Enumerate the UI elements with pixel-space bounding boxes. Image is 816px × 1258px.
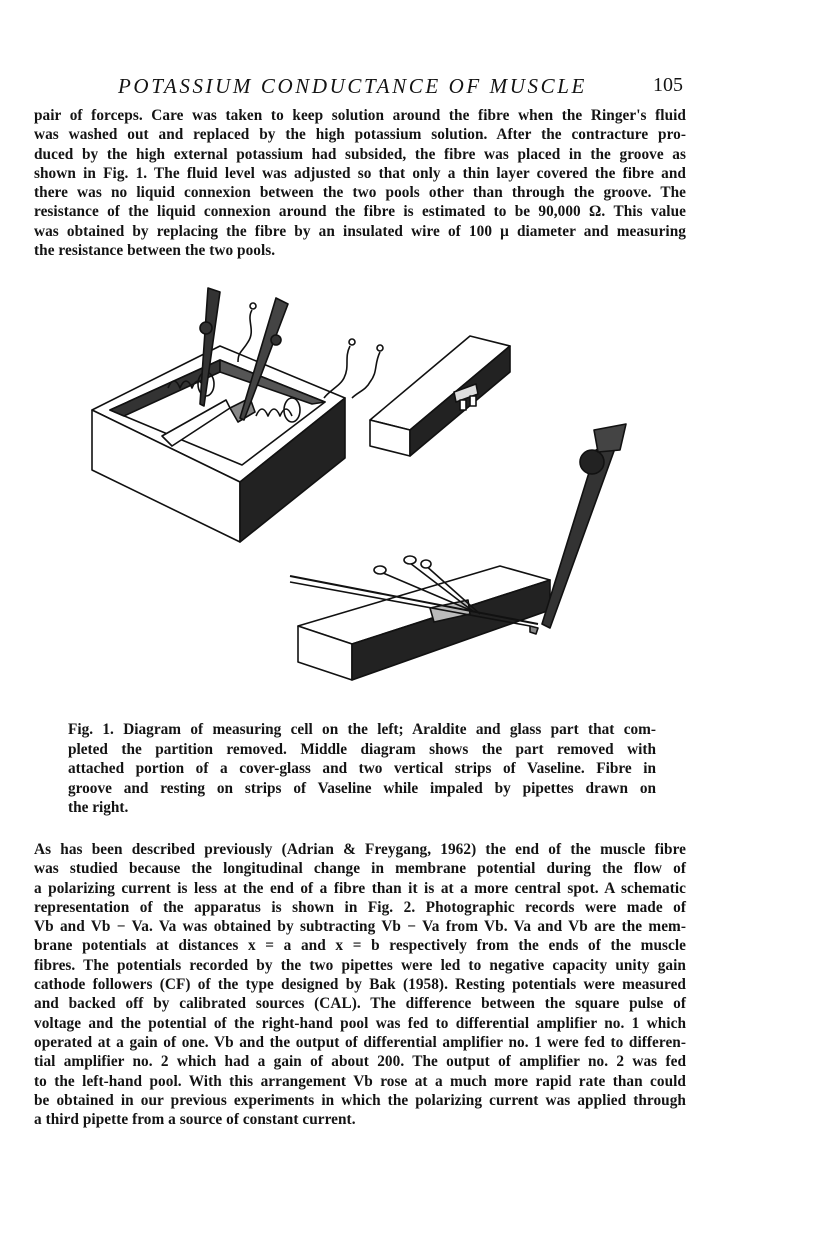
figure-caption [68, 720, 656, 818]
text-line: operated at a gain of one. Vb and the output of differential amplifier no. 1 were fed to differen- [34, 1033, 686, 1051]
text-line: a polarizing current is less at the end of a fibre than it is at a more central spot. A schematic [34, 879, 686, 897]
running-title: POTASSIUM CONDUCTANCE OF MUSCLE [118, 74, 587, 98]
caption-line: pleted the partition removed. Middle diagram shows the part removed with [68, 740, 656, 758]
text-line: was washed out and replaced by the high potassium solution. After the contracture pro- [34, 126, 686, 144]
text-line: representation of the apparatus is shown in Fig. 2. Photographic records were made of [34, 898, 686, 916]
text-line: was obtained by replacing the fibre by an insulated wire of 100 μ diameter and measuring [34, 222, 686, 240]
caption-line: groove and resting on strips of Vaseline while impaled by pipettes drawn on [68, 779, 656, 797]
text-line: and backed off by calibrated sources (CAL). The difference between the square pulse of [34, 995, 686, 1013]
removed-part-drawing [370, 336, 510, 456]
page-number: 105 [653, 74, 683, 96]
text-line: cathode followers (CF) of the type designed by Bak (1958). Resting potentials were measured [34, 976, 686, 994]
caption-line: Fig. 1. Diagram of measuring cell on the left; Araldite and glass part that com- [68, 721, 656, 738]
text-line: voltage and the potential of the right-hand pool was fed to differential amplifier no. 1 which [34, 1014, 686, 1032]
paragraph-1 [34, 106, 686, 260]
text-line: fibres. The potentials recorded by the two pipettes were led to negative capacity unity gain [34, 956, 686, 974]
measuring-cell-drawing [92, 288, 383, 542]
text-line: Vb and Vb − Va. Va was obtained by subtracting Vb − Va from Vb. Va and Vb are the mem- [34, 918, 686, 936]
caption-line: attached portion of a cover-glass and two vertical strips of Vaseline. Fibre in [68, 760, 656, 777]
text-line: brane potentials at distances x = a and x = b respectively from the ends of the muscle [34, 937, 686, 955]
figure-1-apparatus-diagram [80, 280, 640, 710]
running-head [118, 74, 683, 102]
text-line: was studied because the longitudinal change in membrane potential during the flow of [34, 860, 686, 878]
text-line: As has been described previously (Adrian & Freygang, 1962) the end of the muscle fibre [34, 841, 686, 858]
text-line: the resistance between the two pools. [34, 242, 276, 260]
text-line: a third pipette from a source of constant current. [34, 1111, 356, 1129]
text-line: there was no liquid connexion between the two pools other than through the groove. The [34, 184, 686, 202]
paragraph-2 [34, 840, 686, 1129]
text-line: to the left-hand pool. With this arrangement Vb rose at a much more rapid rate than could [34, 1072, 686, 1090]
caption-line: the right. [68, 799, 129, 816]
text-line: tial amplifier no. 2 which had a gain of about 200. The output of amplifier no. 2 was fed [34, 1053, 686, 1071]
text-line: be obtained in our previous experiments in which the polarizing current was applied through [34, 1091, 686, 1109]
text-line: resistance of the liquid connexion around the fibre is estimated to be 90,000 Ω. This value [34, 203, 686, 221]
text-line: duced by the high external potassium had subsided, the fibre was placed in the groove as [34, 145, 686, 163]
text-line: shown in Fig. 1. The fluid level was adjusted so that only a thin layer covered the fibre and [34, 164, 686, 182]
text-line: pair of forceps. Care was taken to keep solution around the fibre when the Ringer's fluid [34, 107, 686, 124]
